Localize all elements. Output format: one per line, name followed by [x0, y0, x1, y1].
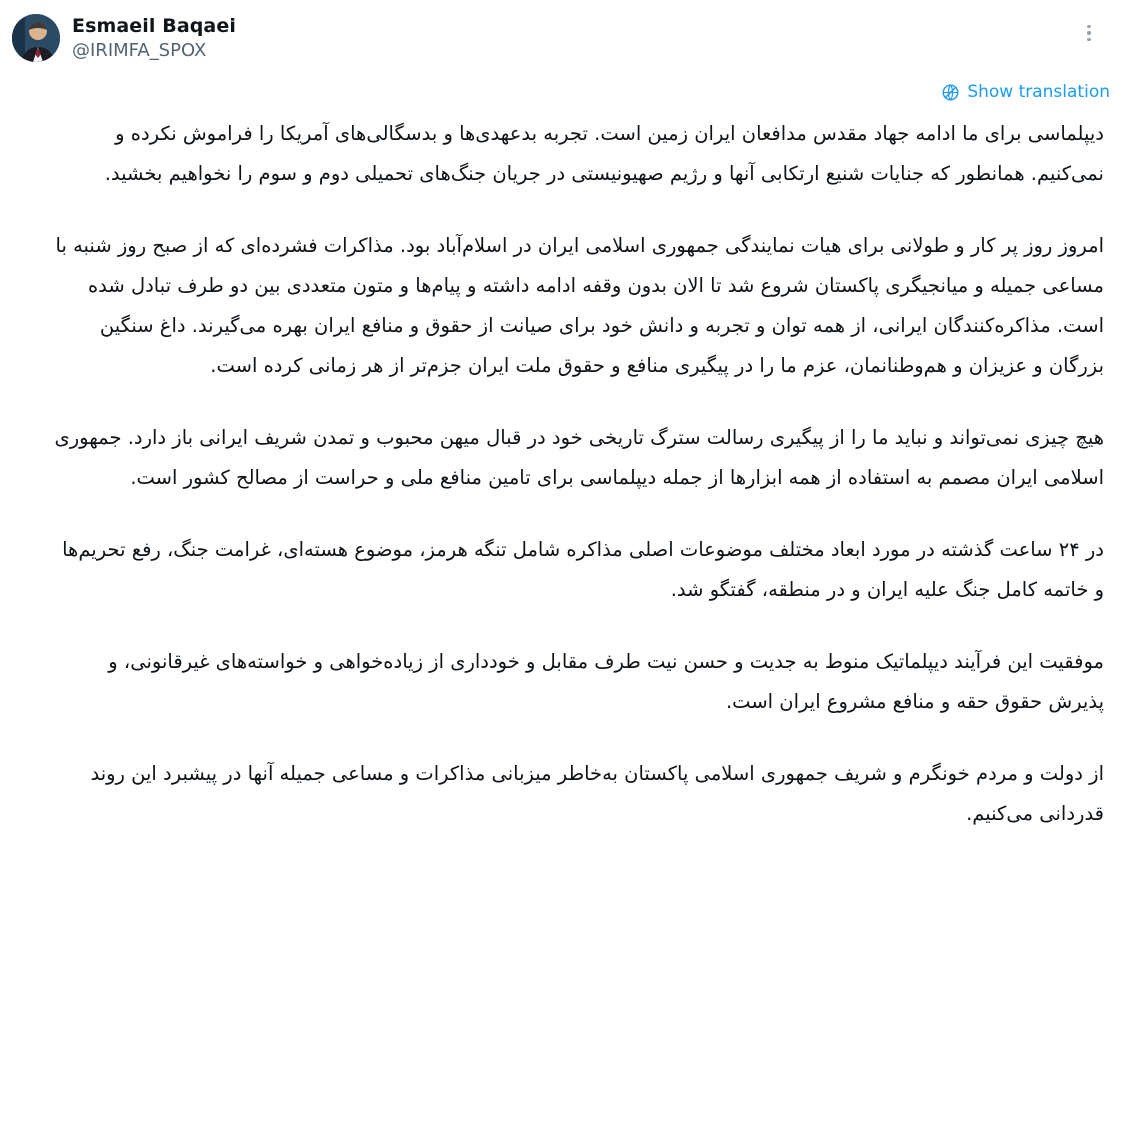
show-translation-button[interactable] [941, 82, 1110, 102]
tweet-paragraph: در ۲۴ ساعت گذشته در مورد ابعاد مختلف موضوعات اصلی مذاکره شامل تنگه هرمز، موضوع هسته‌ای، غرامت جنگ، رفع تحریم‌ها و خاتمه کامل جنگ علیه ایران و در منطقه، گفتگو شد. [55, 538, 1104, 601]
author-handle: @IRIMFA_SPOX [72, 40, 207, 61]
tweet-body [12, 114, 1110, 834]
more-options-icon[interactable] [1078, 22, 1100, 44]
show-translation-label: Show translation [967, 82, 1110, 102]
tweet-paragraph: از دولت و مردم خونگرم و شریف جمهوری اسلامی پاکستان به‌خاطر میزبانی مذاکرات و مساعی جمیله آنها در پیشبرد این روند قدردانی می‌کنیم. [84, 762, 1104, 825]
tweet-header [12, 10, 1110, 62]
tweet-paragraph: هیچ چیزی نمی‌تواند و نباید ما را از پیگیری رسالت سترگ تاریخی خود در قبال میهن محبوب و تمدن شریف ایرانی باز دارد. جمهوری اسلامی ایران مصمم به استفاده از همه ابزارها از جمله دیپلماسی برای تامین منافع ملی و حراست از مصالح کشور است. [48, 426, 1104, 489]
tweet-paragraph: امروز روز پر کار و طولانی برای هیات نمایندگی جمهوری اسلامی ایران در اسلام‌آباد بود. مذاکرات فشرده‌ای که از صبح روز شنبه با مساعی جمیله و میانجیگری پاکستان شروع شد تا الان بدون وقفه ادامه داشته و پیام‌ها و متون متعددی بین دو طرف تبادل شده است. مذاکره‌کنندگان ایرانی، از همه توان و تجربه و دانش خود برای صیانت از حقوق و منافع ایران بهره می‌گیرند. داغ سنگین بزرگان و عزیزان و هم‌وطنانمان، عزم ما را در پیگیری منافع و حقوق ملت ایران جزم‌تر از هر زمانی کرده است. [49, 234, 1104, 377]
tweet-paragraph: موفقیت این فرآیند دیپلماتیک منوط به جدیت و حسن نیت طرف مقابل و خودداری از زیاده‌خواهی و خواسته‌های غیرقانونی، و پذیرش حقوق حقه و منافع مشروع ایران است. [102, 650, 1104, 713]
author-block[interactable] [72, 14, 236, 62]
translate-icon [941, 83, 960, 102]
author-display-name: Esmaeil Baqaei [72, 15, 236, 37]
tweet-paragraph: دیپلماسی برای ما ادامه جهاد مقدس مدافعان ایران زمین است. تجربه بدعهدی‌ها و بدسگالی‌های آمریکا را فراموش نکرده و نمی‌کنیم. همانطور که جنایات شنیع ارتکابی آنها و رژیم صهیونیستی در جریان جنگ‌های تحمیلی دوم و سوم را نخواهیم بخشید. [104, 122, 1104, 185]
kebab-dots [1087, 25, 1091, 42]
avatar[interactable] [12, 14, 60, 62]
